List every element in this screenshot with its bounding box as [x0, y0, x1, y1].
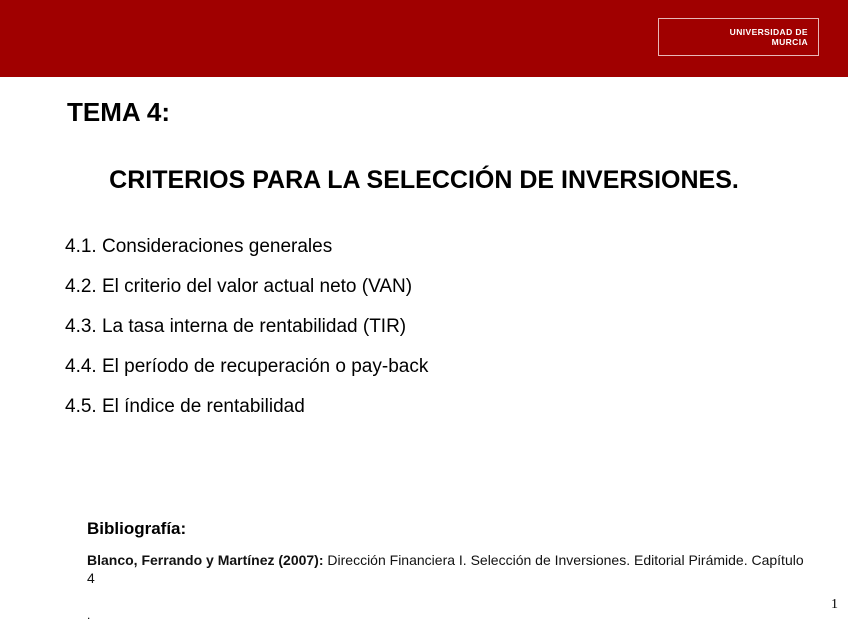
bibliography-heading: Bibliografía:	[87, 519, 187, 538]
topic-label: TEMA 4:	[67, 97, 171, 127]
section-item: 4.2. El criterio del valor actual neto (VAN)	[65, 276, 413, 297]
page-number: 1	[831, 597, 838, 612]
bibliography-reference: Dirección Financiera I. Selección de Inversiones. Editorial Pirámide. Capítulo 4	[87, 552, 804, 586]
section-item: 4.4. El período de recuperación o pay-back	[65, 356, 429, 377]
university-logo	[658, 18, 819, 56]
bibliography-entry	[87, 551, 812, 587]
trailing-mark: .	[87, 608, 91, 622]
section-list	[65, 236, 428, 436]
section-item: 4.1. Consideraciones generales	[65, 236, 333, 257]
section-item: 4.5. El índice de rentabilidad	[65, 396, 305, 417]
logo-line-2: MURCIA	[771, 37, 808, 47]
section-item: 4.3. La tasa interna de rentabilidad (TIR)	[65, 316, 407, 337]
header-banner	[0, 0, 848, 77]
logo-line-1: UNIVERSIDAD DE	[729, 27, 808, 37]
bibliography-authors: Blanco, Ferrando y Martínez (2007):	[87, 552, 324, 568]
slide-title: CRITERIOS PARA LA SELECCIÓN DE INVERSIONES.	[109, 166, 739, 194]
